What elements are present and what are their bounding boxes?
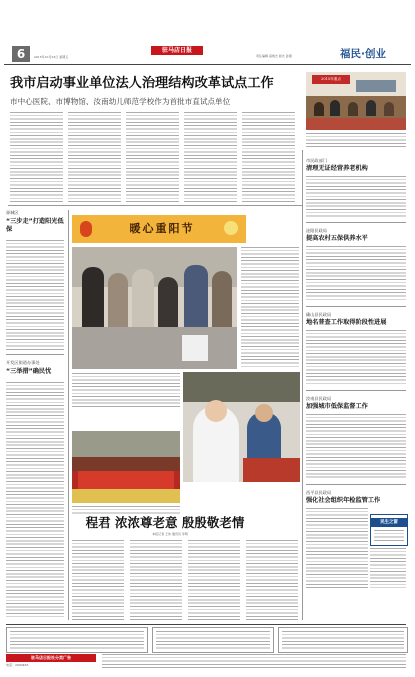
page-number-box	[12, 46, 30, 62]
left-title-1: “三步走”打造阳光低保	[6, 218, 64, 233]
feature-banner	[72, 215, 246, 243]
minsheng-box	[370, 514, 408, 546]
masthead-logo	[151, 46, 203, 55]
right-title-5: 强化社会组织年检监管工作	[306, 497, 381, 504]
right-column	[306, 150, 406, 620]
lead-photo-caption	[306, 133, 406, 147]
right-kicker-4: 汝南县民政局	[306, 396, 332, 401]
left-title-2: “三举措”确民忧	[6, 368, 52, 375]
left-column	[6, 210, 66, 620]
left-kicker-2: 开发区街道办事处	[6, 360, 40, 365]
lead-subhead: 市中心医院、市博物馆、汝南幼儿师范学校作为首批市直试点单位	[10, 97, 231, 106]
lead-photo	[306, 72, 406, 130]
classified-ad-phone: 电话：2993456	[6, 663, 29, 667]
feature-column-text-1	[241, 247, 299, 367]
right-kicker-2: 泌阳民政局	[306, 228, 327, 233]
left-kicker-1: 驿城区	[6, 210, 19, 215]
footer-ads	[6, 627, 406, 669]
left-column-divider	[68, 210, 69, 620]
ad-block-right	[278, 627, 408, 653]
masthead-text: 驻马店日报	[161, 47, 192, 54]
date-line: 2015年10月23日 星期五	[34, 55, 69, 59]
right-kicker-5: 西平县民政局	[306, 490, 332, 495]
ad-block-mid	[152, 627, 274, 653]
banner-flower-icon	[224, 221, 238, 235]
page-number: 6	[16, 47, 26, 61]
right-title-3: 地名普查工作取得阶段性进展	[306, 319, 387, 326]
section-title: 福民·创业	[340, 48, 386, 60]
feature-banner-title: 暖心重阳节	[129, 222, 195, 235]
right-kicker-3: 确山县民政局	[306, 312, 332, 317]
ad-block-left	[6, 627, 148, 653]
footer-rule	[6, 624, 406, 625]
feature-photo-3-caption	[72, 506, 180, 514]
banner-lantern-icon	[80, 221, 92, 237]
classified-ad-title: 驻马店日报社分类广告	[6, 654, 96, 662]
right-title-4: 加强城市低保监督工作	[306, 403, 368, 410]
minsheng-box-label: 民生之窗	[371, 518, 407, 527]
feature-photo-1	[72, 247, 237, 369]
right-title-2: 提高农村五保供养水平	[306, 235, 368, 242]
lead-photo-banner: 2015年重点	[312, 75, 350, 84]
feature-body	[72, 540, 300, 622]
lead-bottom-rule	[8, 205, 302, 206]
page-header	[4, 44, 411, 66]
lead-headline: 我市启动事业单位法人治理结构改革试点工作	[10, 76, 274, 91]
right-title-1: 清理无证经营养老机构	[306, 165, 368, 172]
feature-headline: 程君 浓浓尊老意 殷殷敬老情	[85, 515, 245, 530]
feature-photo-3	[72, 431, 180, 503]
right-kicker-1: 市民政部门	[306, 158, 327, 163]
right-column-divider	[302, 150, 303, 620]
lead-body	[10, 112, 300, 202]
feature-credit: 本报记者 王伟 通讯员 李明	[152, 532, 188, 536]
feature-photo-caption	[72, 373, 180, 407]
editor-line: 责任编辑 高炳志 版式 孙强	[256, 54, 292, 58]
header-rule	[4, 64, 411, 65]
feature-photo-2	[183, 372, 300, 482]
